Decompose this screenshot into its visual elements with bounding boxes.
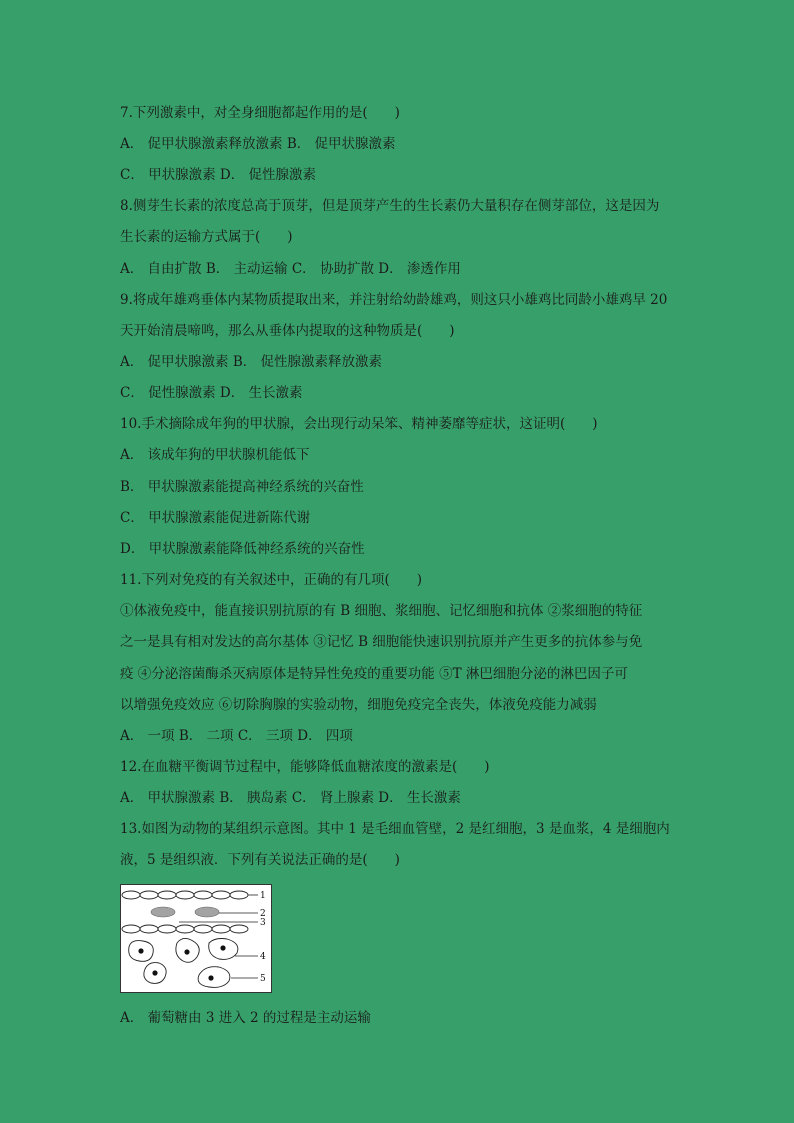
question-10-option-d: D． 甲状腺激素能降低神经系统的兴奋性 bbox=[120, 541, 365, 557]
tissue-diagram bbox=[120, 884, 272, 993]
question-11-options: A． 一项 B． 二项 C． 三项 D． 四项 bbox=[120, 728, 353, 744]
red-blood-cell bbox=[151, 907, 219, 917]
question-7-options-ab: A． 促甲状腺激素释放激素 B． 促甲状腺激素 bbox=[120, 136, 396, 152]
capillary-wall-bottom bbox=[122, 925, 248, 933]
question-8-options: A． 自由扩散 B． 主动运输 C． 协助扩散 D． 渗透作用 bbox=[120, 261, 461, 277]
label-4: 4 bbox=[260, 952, 266, 962]
question-9-options-ab: A． 促甲状腺激素 B． 促性腺激素释放激素 bbox=[120, 354, 383, 370]
question-10-option-a: A． 该成年狗的甲状腺机能低下 bbox=[120, 447, 310, 463]
question-9-options-cd: C． 促性腺激素 D． 生长激素 bbox=[120, 385, 303, 401]
question-11-statement-line-3: 疫 ④分泌溶菌酶杀灭病原体是特异性免疫的重要功能 ⑤T 淋巴细胞分泌的淋巴因子可 bbox=[120, 666, 628, 682]
capillary-wall-top bbox=[122, 891, 248, 899]
question-11-statement-line-4: 以增强免疫效应 ⑥切除胸腺的实验动物，细胞免疫完全丧失，体液免疫能力减弱 bbox=[120, 697, 597, 713]
label-3: 3 bbox=[260, 918, 266, 928]
question-11-statement-line-1: ①体液免疫中，能直接识别抗原的有 B 细胞、浆细胞、记忆细胞和抗体 ②浆细胞的特征 bbox=[120, 603, 643, 619]
question-9-stem: 9.将成年雄鸡垂体内某物质提取出来，并注射给幼龄雄鸡，则这只小雄鸡比同龄小雄鸡早 20 bbox=[120, 292, 668, 308]
label-5: 5 bbox=[260, 974, 266, 984]
question-11-statement-line-2: 之一是具有相对发达的高尔基体 ③记忆 B 细胞能快速识别抗原并产生更多的抗体参与免 bbox=[120, 634, 643, 650]
label-1: 1 bbox=[260, 891, 266, 901]
question-9-stem-cont: 天开始清晨啼鸣，那么从垂体内提取的这种物质是( ) bbox=[120, 323, 455, 339]
question-10-option-c: C． 甲状腺激素能促进新陈代谢 bbox=[120, 510, 311, 526]
question-13-stem-cont: 液，5 是组织液．下列有关说法正确的是( ) bbox=[120, 852, 400, 868]
question-8-stem-cont: 生长素的运输方式属于( ) bbox=[120, 229, 293, 245]
question-10-stem: 10.手术摘除成年狗的甲状腺，会出现行动呆笨、精神萎靡等症状，这证明( ) bbox=[120, 416, 598, 432]
question-13-stem: 13.如图为动物的某组织示意图。其中 1 是毛细血管壁，2 是红细胞，3 是血浆，4 是细胞内 bbox=[120, 821, 670, 837]
question-8-stem: 8.侧芽生长素的浓度总高于顶芽，但是顶芽产生的生长素仍大量积存在侧芽部位，这是因为 bbox=[120, 198, 660, 214]
question-10-option-b: B． 甲状腺激素能提高神经系统的兴奋性 bbox=[120, 479, 364, 495]
question-12-stem: 12.在血糖平衡调节过程中，能够降低血糖浓度的激素是( ) bbox=[120, 759, 490, 775]
question-7-stem: 7.下列激素中，对全身细胞都起作用的是( ) bbox=[120, 105, 400, 121]
question-7-options-cd: C． 甲状腺激素 D． 促性腺激素 bbox=[120, 167, 317, 183]
question-13-option-a: A． 葡萄糖由 3 进入 2 的过程是主动运输 bbox=[120, 1010, 371, 1026]
tissue-cell bbox=[129, 938, 238, 987]
label-2: 2 bbox=[260, 909, 266, 919]
question-11-stem: 11.下列对免疫的有关叙述中，正确的有几项( ) bbox=[120, 572, 423, 588]
question-12-options: A． 甲状腺激素 B． 胰岛素 C． 肾上腺素 D． 生长激素 bbox=[120, 790, 461, 806]
